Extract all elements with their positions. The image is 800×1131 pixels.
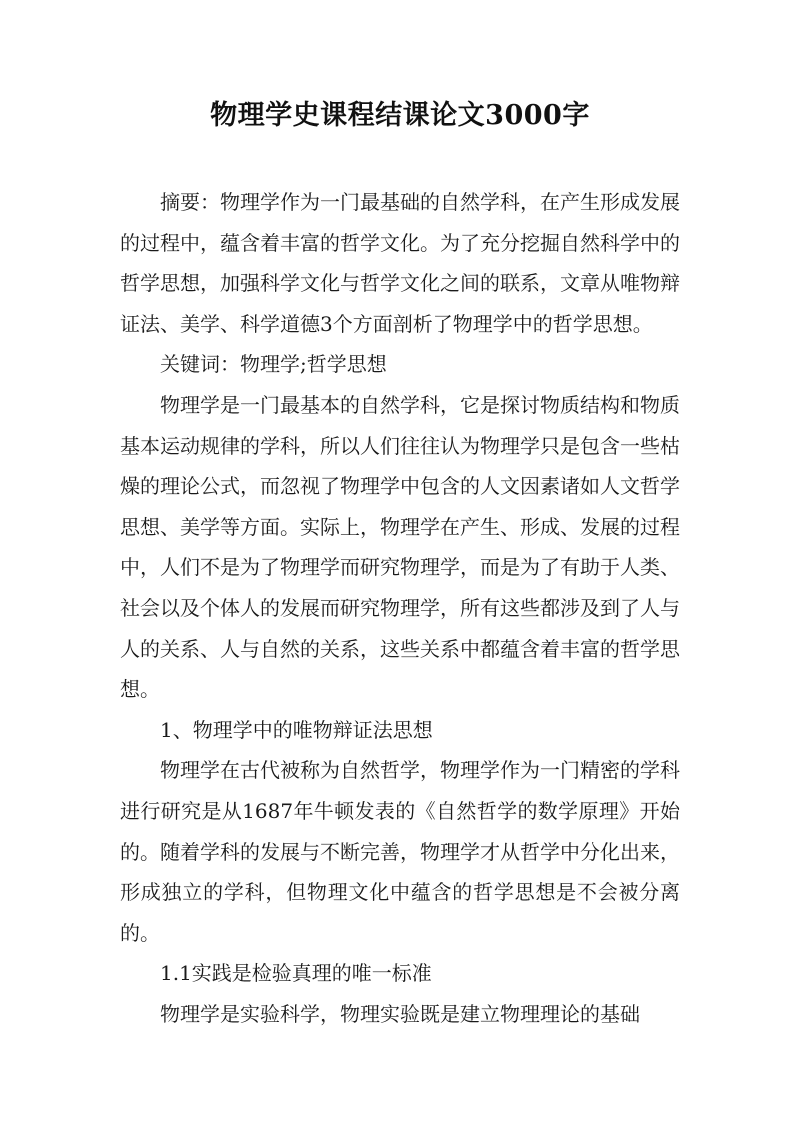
section-1-paragraph: 物理学在古代被称为自然哲学，物理学作为一门精密的学科进行研究是从1687年牛顿发表的《自然哲学的数学原理》开始的。随着学科的发展与不断完善，物理学才从哲学中分化出来，形成独立的学科，但物理文化中蕴含的哲学思想是不会被分离的。 [120, 758, 680, 945]
section-heading-1: 1、物理学中的唯物辩证法思想 [160, 717, 433, 742]
abstract-paragraph: 摘要：物理学作为一门最基础的自然学科，在产生形成发展的过程中，蕴含着丰富的哲学文化。为了充分挖掘自然科学中的哲学思想，加强科学文化与哲学文化之间的联系，文章从唯物辩证法、美学、科学道德3个方面剖析了物理学中的哲学思想。 [120, 190, 680, 336]
subsection-heading-1-1: 1.1实践是检验真理的唯一标准 [160, 961, 432, 986]
subsection-1-1-paragraph: 物理学是实验科学，物理实验既是建立物理理论的基础 [160, 1001, 640, 1026]
document-body [120, 182, 680, 1034]
keywords-paragraph: 关键词：物理学;哲学思想 [160, 352, 387, 377]
document-title: 物理学史课程结课论文3000字 [210, 100, 590, 131]
intro-paragraph: 物理学是一门最基本的自然学科，它是探讨物质结构和物质基本运动规律的学科，所以人们往往认为物理学只是包含一些枯燥的理论公式，而忽视了物理学中包含的人文因素诸如人文哲学思想、美学等方面。实际上，物理学在产生、形成、发展的过程中，人们不是为了物理学而研究物理学，而是为了有助于人类、社会以及个体人的发展而研究物理学，所有这些都涉及到了人与人的关系、人与自然的关系，这些关系中都蕴含着丰富的哲学思想。 [120, 392, 680, 702]
